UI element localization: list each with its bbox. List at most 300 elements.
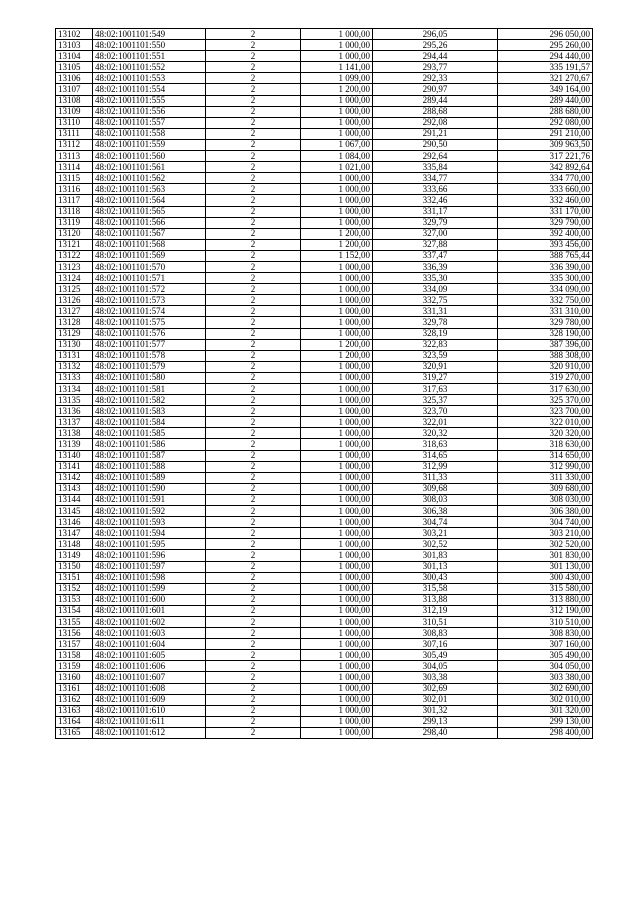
- cadastral-value-cell: 300 430,00: [498, 572, 593, 583]
- cadastral-number-cell: 48:02:1001101:556: [93, 106, 206, 117]
- row-number-cell: 13103: [56, 40, 93, 51]
- cadastral-number-cell: 48:02:1001101:591: [93, 494, 206, 505]
- table-row: [56, 594, 593, 605]
- area-cell: 1 000,00: [301, 583, 373, 594]
- table-row: [56, 40, 593, 51]
- row-number-cell: 13116: [56, 184, 93, 195]
- cadastral-number-cell: 48:02:1001101:596: [93, 550, 206, 561]
- document-page: [55, 28, 593, 739]
- cadastral-number-cell: 48:02:1001101:560: [93, 151, 206, 162]
- table-row: [56, 628, 593, 639]
- cadastral-number-cell: 48:02:1001101:569: [93, 250, 206, 261]
- area-cell: 1 000,00: [301, 184, 373, 195]
- specific-value-cell: 291,21: [373, 128, 498, 139]
- row-number-cell: 13113: [56, 151, 93, 162]
- table-row: [56, 439, 593, 450]
- cadastral-number-cell: 48:02:1001101:570: [93, 261, 206, 272]
- group-cell: 2: [206, 417, 301, 428]
- cadastral-value-cell: 349 164,00: [498, 84, 593, 95]
- cadastral-value-cell: 301 830,00: [498, 550, 593, 561]
- cadastral-number-cell: 48:02:1001101:599: [93, 583, 206, 594]
- group-cell: 2: [206, 128, 301, 139]
- cadastral-number-cell: 48:02:1001101:577: [93, 339, 206, 350]
- row-number-cell: 13110: [56, 117, 93, 128]
- specific-value-cell: 332,46: [373, 195, 498, 206]
- table-row: [56, 106, 593, 117]
- table-row: [56, 239, 593, 250]
- table-row: [56, 250, 593, 261]
- specific-value-cell: 289,44: [373, 95, 498, 106]
- cadastral-number-cell: 48:02:1001101:550: [93, 40, 206, 51]
- row-number-cell: 13147: [56, 528, 93, 539]
- table-row: [56, 672, 593, 683]
- group-cell: 2: [206, 472, 301, 483]
- cadastral-number-cell: 48:02:1001101:610: [93, 705, 206, 716]
- cadastral-value-cell: 329 790,00: [498, 217, 593, 228]
- table-row: [56, 139, 593, 150]
- table-row: [56, 472, 593, 483]
- area-cell: 1 099,00: [301, 73, 373, 84]
- table-row: [56, 639, 593, 650]
- cadastral-number-cell: 48:02:1001101:603: [93, 628, 206, 639]
- row-number-cell: 13120: [56, 228, 93, 239]
- area-cell: 1 000,00: [301, 572, 373, 583]
- table-row: [56, 184, 593, 195]
- cadastral-number-cell: 48:02:1001101:592: [93, 506, 206, 517]
- group-cell: 2: [206, 550, 301, 561]
- area-cell: 1 000,00: [301, 361, 373, 372]
- cadastral-value-cell: 342 892,64: [498, 162, 593, 173]
- row-number-cell: 13136: [56, 406, 93, 417]
- table-row: [56, 517, 593, 528]
- cadastral-value-cell: 317 221,76: [498, 151, 593, 162]
- area-cell: 1 000,00: [301, 173, 373, 184]
- table-row: [56, 616, 593, 627]
- group-cell: 2: [206, 73, 301, 84]
- specific-value-cell: 334,77: [373, 173, 498, 184]
- specific-value-cell: 325,37: [373, 395, 498, 406]
- group-cell: 2: [206, 173, 301, 184]
- area-cell: 1 200,00: [301, 228, 373, 239]
- area-cell: 1 084,00: [301, 151, 373, 162]
- specific-value-cell: 335,30: [373, 273, 498, 284]
- cadastral-value-cell: 308 830,00: [498, 628, 593, 639]
- area-cell: 1 200,00: [301, 239, 373, 250]
- table-row: [56, 550, 593, 561]
- area-cell: 1 000,00: [301, 528, 373, 539]
- row-number-cell: 13159: [56, 661, 93, 672]
- group-cell: 2: [206, 605, 301, 616]
- row-number-cell: 13105: [56, 62, 93, 73]
- group-cell: 2: [206, 95, 301, 106]
- cadastral-value-cell: 303 210,00: [498, 528, 593, 539]
- cadastral-number-cell: 48:02:1001101:572: [93, 284, 206, 295]
- area-cell: 1 000,00: [301, 128, 373, 139]
- group-cell: 2: [206, 494, 301, 505]
- area-cell: 1 000,00: [301, 117, 373, 128]
- area-cell: 1 000,00: [301, 95, 373, 106]
- group-cell: 2: [206, 328, 301, 339]
- area-cell: 1 000,00: [301, 295, 373, 306]
- group-cell: 2: [206, 306, 301, 317]
- area-cell: 1 000,00: [301, 628, 373, 639]
- specific-value-cell: 293,77: [373, 62, 498, 73]
- table-row: [56, 483, 593, 494]
- cadastral-value-cell: 306 380,00: [498, 506, 593, 517]
- cadastral-value-cell: 303 380,00: [498, 672, 593, 683]
- row-number-cell: 13117: [56, 195, 93, 206]
- specific-value-cell: 308,83: [373, 628, 498, 639]
- table-row: [56, 273, 593, 284]
- specific-value-cell: 302,52: [373, 539, 498, 550]
- group-cell: 2: [206, 317, 301, 328]
- row-number-cell: 13126: [56, 295, 93, 306]
- cadastral-value-cell: 334 090,00: [498, 284, 593, 295]
- area-cell: 1 141,00: [301, 62, 373, 73]
- cadastral-value-cell: 305 490,00: [498, 650, 593, 661]
- cadastral-number-cell: 48:02:1001101:566: [93, 217, 206, 228]
- area-cell: 1 000,00: [301, 384, 373, 395]
- cadastral-value-cell: 314 650,00: [498, 450, 593, 461]
- row-number-cell: 13150: [56, 561, 93, 572]
- table-row: [56, 716, 593, 727]
- group-cell: 2: [206, 450, 301, 461]
- table-row: [56, 705, 593, 716]
- row-number-cell: 13139: [56, 439, 93, 450]
- specific-value-cell: 331,17: [373, 206, 498, 217]
- cadastral-number-cell: 48:02:1001101:584: [93, 417, 206, 428]
- group-cell: 2: [206, 395, 301, 406]
- cadastral-value-cell: 388 308,00: [498, 350, 593, 361]
- row-number-cell: 13109: [56, 106, 93, 117]
- table-row: [56, 317, 593, 328]
- row-number-cell: 13137: [56, 417, 93, 428]
- specific-value-cell: 327,88: [373, 239, 498, 250]
- area-cell: 1 000,00: [301, 472, 373, 483]
- group-cell: 2: [206, 261, 301, 272]
- area-cell: 1 152,00: [301, 250, 373, 261]
- cadastral-number-cell: 48:02:1001101:571: [93, 273, 206, 284]
- group-cell: 2: [206, 239, 301, 250]
- cadastral-value-cell: 392 400,00: [498, 228, 593, 239]
- cadastral-number-cell: 48:02:1001101:588: [93, 461, 206, 472]
- row-number-cell: 13160: [56, 672, 93, 683]
- group-cell: 2: [206, 384, 301, 395]
- table-row: [56, 561, 593, 572]
- group-cell: 2: [206, 206, 301, 217]
- cadastral-number-cell: 48:02:1001101:595: [93, 539, 206, 550]
- cadastral-number-cell: 48:02:1001101:558: [93, 128, 206, 139]
- cadastral-number-cell: 48:02:1001101:600: [93, 594, 206, 605]
- table-row: [56, 583, 593, 594]
- table-row: [56, 73, 593, 84]
- cadastral-value-cell: 294 440,00: [498, 51, 593, 62]
- row-number-cell: 13161: [56, 683, 93, 694]
- row-number-cell: 13151: [56, 572, 93, 583]
- table-body: [56, 29, 593, 739]
- group-cell: 2: [206, 661, 301, 672]
- specific-value-cell: 315,58: [373, 583, 498, 594]
- group-cell: 2: [206, 217, 301, 228]
- row-number-cell: 13164: [56, 716, 93, 727]
- area-cell: 1 000,00: [301, 506, 373, 517]
- specific-value-cell: 312,19: [373, 605, 498, 616]
- specific-value-cell: 300,43: [373, 572, 498, 583]
- area-cell: 1 000,00: [301, 450, 373, 461]
- table-row: [56, 539, 593, 550]
- cadastral-number-cell: 48:02:1001101:597: [93, 561, 206, 572]
- area-cell: 1 000,00: [301, 317, 373, 328]
- group-cell: 2: [206, 639, 301, 650]
- table-row: [56, 428, 593, 439]
- cadastral-value-cell: 322 010,00: [498, 417, 593, 428]
- group-cell: 2: [206, 84, 301, 95]
- row-number-cell: 13125: [56, 284, 93, 295]
- specific-value-cell: 318,63: [373, 439, 498, 450]
- cadastral-value-cell: 301 320,00: [498, 705, 593, 716]
- table-row: [56, 350, 593, 361]
- row-number-cell: 13154: [56, 605, 93, 616]
- cadastral-value-cell: 288 680,00: [498, 106, 593, 117]
- table-row: [56, 228, 593, 239]
- cadastral-value-cell: 298 400,00: [498, 727, 593, 738]
- cadastral-value-cell: 310 510,00: [498, 616, 593, 627]
- cadastral-value-cell: 331 310,00: [498, 306, 593, 317]
- table-row: [56, 128, 593, 139]
- table-row: [56, 95, 593, 106]
- group-cell: 2: [206, 250, 301, 261]
- specific-value-cell: 335,84: [373, 162, 498, 173]
- cadastral-number-cell: 48:02:1001101:564: [93, 195, 206, 206]
- cadastral-value-cell: 315 580,00: [498, 583, 593, 594]
- row-number-cell: 13143: [56, 483, 93, 494]
- area-cell: 1 000,00: [301, 705, 373, 716]
- row-number-cell: 13134: [56, 384, 93, 395]
- specific-value-cell: 306,38: [373, 506, 498, 517]
- specific-value-cell: 322,83: [373, 339, 498, 350]
- cadastral-number-cell: 48:02:1001101:580: [93, 372, 206, 383]
- cadastral-value-cell: 325 370,00: [498, 395, 593, 406]
- specific-value-cell: 310,51: [373, 616, 498, 627]
- row-number-cell: 13115: [56, 173, 93, 184]
- row-number-cell: 13111: [56, 128, 93, 139]
- cadastral-value-cell: 328 190,00: [498, 328, 593, 339]
- cadastral-number-cell: 48:02:1001101:551: [93, 51, 206, 62]
- cadastral-value-cell: 319 270,00: [498, 372, 593, 383]
- row-number-cell: 13156: [56, 628, 93, 639]
- specific-value-cell: 302,69: [373, 683, 498, 694]
- row-number-cell: 13127: [56, 306, 93, 317]
- group-cell: 2: [206, 428, 301, 439]
- table-row: [56, 605, 593, 616]
- area-cell: 1 000,00: [301, 273, 373, 284]
- cadastral-value-cell: 302 520,00: [498, 539, 593, 550]
- cadastral-value-cell: 312 990,00: [498, 461, 593, 472]
- specific-value-cell: 301,83: [373, 550, 498, 561]
- area-cell: 1 000,00: [301, 727, 373, 738]
- cadastral-value-cell: 331 170,00: [498, 206, 593, 217]
- specific-value-cell: 337,47: [373, 250, 498, 261]
- cadastral-value-cell: 302 690,00: [498, 683, 593, 694]
- group-cell: 2: [206, 40, 301, 51]
- group-cell: 2: [206, 51, 301, 62]
- area-cell: 1 000,00: [301, 261, 373, 272]
- cadastral-number-cell: 48:02:1001101:608: [93, 683, 206, 694]
- row-number-cell: 13146: [56, 517, 93, 528]
- cadastral-number-cell: 48:02:1001101:594: [93, 528, 206, 539]
- group-cell: 2: [206, 106, 301, 117]
- row-number-cell: 13157: [56, 639, 93, 650]
- table-row: [56, 506, 593, 517]
- specific-value-cell: 294,44: [373, 51, 498, 62]
- specific-value-cell: 312,99: [373, 461, 498, 472]
- specific-value-cell: 323,70: [373, 406, 498, 417]
- table-row: [56, 195, 593, 206]
- cadastral-number-cell: 48:02:1001101:602: [93, 616, 206, 627]
- area-cell: 1 000,00: [301, 539, 373, 550]
- cadastral-value-cell: 295 260,00: [498, 40, 593, 51]
- area-cell: 1 000,00: [301, 284, 373, 295]
- group-cell: 2: [206, 295, 301, 306]
- cadastral-number-cell: 48:02:1001101:562: [93, 173, 206, 184]
- table-row: [56, 29, 593, 40]
- table-row: [56, 206, 593, 217]
- specific-value-cell: 304,05: [373, 661, 498, 672]
- row-number-cell: 13124: [56, 273, 93, 284]
- row-number-cell: 13155: [56, 616, 93, 627]
- area-cell: 1 000,00: [301, 51, 373, 62]
- area-cell: 1 000,00: [301, 29, 373, 40]
- cadastral-number-cell: 48:02:1001101:587: [93, 450, 206, 461]
- cadastral-value-cell: 317 630,00: [498, 384, 593, 395]
- group-cell: 2: [206, 572, 301, 583]
- cadastral-value-cell: 302 010,00: [498, 694, 593, 705]
- cadastral-value-cell: 323 700,00: [498, 406, 593, 417]
- row-number-cell: 13133: [56, 372, 93, 383]
- group-cell: 2: [206, 184, 301, 195]
- specific-value-cell: 329,79: [373, 217, 498, 228]
- group-cell: 2: [206, 406, 301, 417]
- table-row: [56, 461, 593, 472]
- row-number-cell: 13123: [56, 261, 93, 272]
- specific-value-cell: 336,39: [373, 261, 498, 272]
- specific-value-cell: 323,59: [373, 350, 498, 361]
- table-row: [56, 494, 593, 505]
- specific-value-cell: 317,63: [373, 384, 498, 395]
- specific-value-cell: 296,05: [373, 29, 498, 40]
- cadastral-value-cell: 336 390,00: [498, 261, 593, 272]
- cadastral-value-cell: 332 460,00: [498, 195, 593, 206]
- table-row: [56, 328, 593, 339]
- row-number-cell: 13138: [56, 428, 93, 439]
- group-cell: 2: [206, 683, 301, 694]
- specific-value-cell: 320,32: [373, 428, 498, 439]
- row-number-cell: 13132: [56, 361, 93, 372]
- row-number-cell: 13108: [56, 95, 93, 106]
- group-cell: 2: [206, 228, 301, 239]
- specific-value-cell: 298,40: [373, 727, 498, 738]
- row-number-cell: 13165: [56, 727, 93, 738]
- specific-value-cell: 303,21: [373, 528, 498, 539]
- table-row: [56, 727, 593, 738]
- cadastral-number-cell: 48:02:1001101:575: [93, 317, 206, 328]
- area-cell: 1 000,00: [301, 605, 373, 616]
- area-cell: 1 200,00: [301, 84, 373, 95]
- group-cell: 2: [206, 372, 301, 383]
- cadastral-number-cell: 48:02:1001101:579: [93, 361, 206, 372]
- specific-value-cell: 329,78: [373, 317, 498, 328]
- specific-value-cell: 332,75: [373, 295, 498, 306]
- table-row: [56, 372, 593, 383]
- area-cell: 1 000,00: [301, 650, 373, 661]
- cadastral-number-cell: 48:02:1001101:553: [93, 73, 206, 84]
- cadastral-number-cell: 48:02:1001101:612: [93, 727, 206, 738]
- cadastral-number-cell: 48:02:1001101:576: [93, 328, 206, 339]
- cadastral-value-cell: 307 160,00: [498, 639, 593, 650]
- table-row: [56, 406, 593, 417]
- area-cell: 1 000,00: [301, 594, 373, 605]
- cadastral-number-cell: 48:02:1001101:549: [93, 29, 206, 40]
- cadastral-number-cell: 48:02:1001101:581: [93, 384, 206, 395]
- cadastral-value-cell: 320 320,00: [498, 428, 593, 439]
- cadastral-value-cell: 318 630,00: [498, 439, 593, 450]
- row-number-cell: 13158: [56, 650, 93, 661]
- area-cell: 1 000,00: [301, 672, 373, 683]
- area-cell: 1 000,00: [301, 639, 373, 650]
- table-row: [56, 217, 593, 228]
- cadastral-value-cell: 335 300,00: [498, 273, 593, 284]
- cadastral-number-cell: 48:02:1001101:609: [93, 694, 206, 705]
- specific-value-cell: 290,97: [373, 84, 498, 95]
- cadastral-number-cell: 48:02:1001101:590: [93, 483, 206, 494]
- cadastral-value-cell: 321 270,67: [498, 73, 593, 84]
- group-cell: 2: [206, 539, 301, 550]
- table-row: [56, 528, 593, 539]
- cadastral-number-cell: 48:02:1001101:568: [93, 239, 206, 250]
- area-cell: 1 021,00: [301, 162, 373, 173]
- cadastral-value-cell: 388 765,44: [498, 250, 593, 261]
- group-cell: 2: [206, 483, 301, 494]
- cadastral-number-cell: 48:02:1001101:555: [93, 95, 206, 106]
- group-cell: 2: [206, 616, 301, 627]
- row-number-cell: 13140: [56, 450, 93, 461]
- table-row: [56, 117, 593, 128]
- group-cell: 2: [206, 350, 301, 361]
- table-row: [56, 151, 593, 162]
- row-number-cell: 13153: [56, 594, 93, 605]
- group-cell: 2: [206, 139, 301, 150]
- table-row: [56, 694, 593, 705]
- specific-value-cell: 292,64: [373, 151, 498, 162]
- specific-value-cell: 327,00: [373, 228, 498, 239]
- specific-value-cell: 292,33: [373, 73, 498, 84]
- row-number-cell: 13135: [56, 395, 93, 406]
- row-number-cell: 13131: [56, 350, 93, 361]
- cadastral-value-cell: 333 660,00: [498, 184, 593, 195]
- row-number-cell: 13144: [56, 494, 93, 505]
- table-row: [56, 450, 593, 461]
- cadastral-number-cell: 48:02:1001101:561: [93, 162, 206, 173]
- cadastral-value-cell: 387 396,00: [498, 339, 593, 350]
- table-row: [56, 361, 593, 372]
- cadastral-number-cell: 48:02:1001101:552: [93, 62, 206, 73]
- area-cell: 1 000,00: [301, 195, 373, 206]
- area-cell: 1 000,00: [301, 494, 373, 505]
- group-cell: 2: [206, 273, 301, 284]
- table-row: [56, 683, 593, 694]
- group-cell: 2: [206, 339, 301, 350]
- row-number-cell: 13128: [56, 317, 93, 328]
